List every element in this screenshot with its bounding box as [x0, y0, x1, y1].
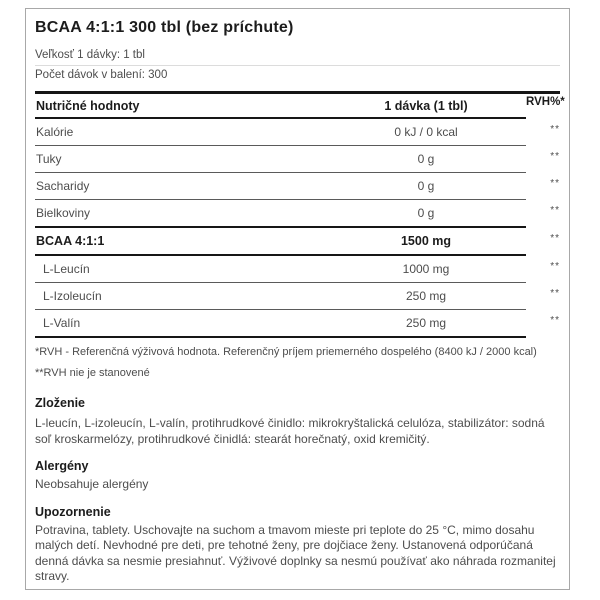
footnote-rvh-definition: *RVH - Referenčná výživová hodnota. Referenčný príjem priemerného dospelého (8400 kJ / 2000 kcal) [35, 346, 537, 358]
table-row [35, 146, 560, 173]
table-row-ruled [35, 200, 526, 228]
table-header-ruled [35, 94, 526, 119]
cell-nutrient-name: Sacharidy [36, 179, 90, 193]
cell-nutrient-name: L-Izoleucín [43, 289, 102, 303]
table-row-ruled [35, 228, 526, 256]
cell-amount: 250 mg [405, 316, 447, 330]
cell-amount: 1000 mg [402, 262, 450, 276]
section-text-composition: L-leucín, L-izoleucín, L-valín, protihrudkové činidlo: mikrokryštalická celulóza, stabilizátor: sodná soľ kroskarmelózy, protihrudkové činidlá: stearát horečnatý, oxid kremičitý. [35, 416, 545, 446]
cell-nutrient-name: Bielkoviny [36, 206, 91, 220]
section-text-allergens: Neobsahuje alergény [35, 477, 149, 491]
table-row [35, 228, 560, 256]
cell-rvh: ** [550, 205, 560, 216]
cell-amount: 0 g [417, 206, 435, 220]
column-header-nutrients: Nutričné hodnoty [36, 98, 140, 113]
section-heading-warning: Upozornenie [35, 504, 111, 519]
table-row [35, 283, 560, 310]
cell-amount: 0 g [417, 179, 435, 193]
table-row [35, 310, 560, 338]
nutrition-label [25, 8, 570, 590]
footnote-rvh-not-set: **RVH nie je stanovené [35, 367, 150, 379]
table-row-ruled [35, 283, 526, 310]
cell-nutrient-name: BCAA 4:1:1 [36, 234, 105, 248]
table-row-ruled [35, 119, 526, 146]
cell-rvh: ** [550, 315, 560, 326]
table-row-ruled [35, 146, 526, 173]
cell-nutrient-name: Kalórie [36, 125, 74, 139]
nutrition-table [35, 91, 565, 338]
table-row [35, 200, 560, 228]
cell-rvh: ** [550, 288, 560, 299]
table-row [35, 173, 560, 200]
section-text-warning: Potravina, tablety. Uschovajte na suchom a tmavom mieste pri teplote do 25 °C, mimo dosahu malých detí. Nevhodné pre deti, pre tehotné ženy, pre dojčiace ženy. Ustanovená odporúčaná denná dávka sa nesmie presiahnuť. Výživové doplnky sa nesmú používať ako náhrada rozmanitej stravy. [35, 522, 556, 583]
section-heading-composition: Zloženie [35, 396, 86, 410]
servings-per-package: Počet dávok v balení: 300 [35, 69, 168, 81]
cell-nutrient-name: L-Valín [43, 316, 81, 330]
table-row-ruled [35, 256, 526, 283]
cell-amount: 0 g [417, 152, 435, 166]
table-header-row [35, 94, 565, 119]
nutrition-rows [35, 119, 560, 338]
table-row [35, 256, 560, 283]
cell-rvh: ** [550, 261, 560, 272]
column-header-rvh: RVH%* [526, 96, 565, 108]
cell-rvh: ** [550, 151, 560, 162]
cell-rvh: ** [550, 178, 560, 189]
cell-nutrient-name: Tuky [36, 152, 62, 166]
table-row-ruled [35, 310, 526, 338]
cell-rvh: ** [550, 233, 560, 244]
serving-size: Veľkosť 1 dávky: 1 tbl [35, 46, 560, 66]
cell-nutrient-name: L-Leucín [43, 262, 90, 276]
cell-amount: 0 kJ / 0 kcal [394, 125, 458, 139]
cell-amount: 250 mg [405, 289, 447, 303]
table-row [35, 119, 560, 146]
section-heading-allergens: Alergény [35, 459, 89, 473]
cell-amount: 1500 mg [400, 234, 452, 248]
table-row-ruled [35, 173, 526, 200]
product-title: BCAA 4:1:1 300 tbl (bez príchute) [35, 19, 294, 36]
cell-rvh: ** [550, 124, 560, 135]
column-header-serving: 1 dávka (1 tbl) [384, 98, 468, 113]
